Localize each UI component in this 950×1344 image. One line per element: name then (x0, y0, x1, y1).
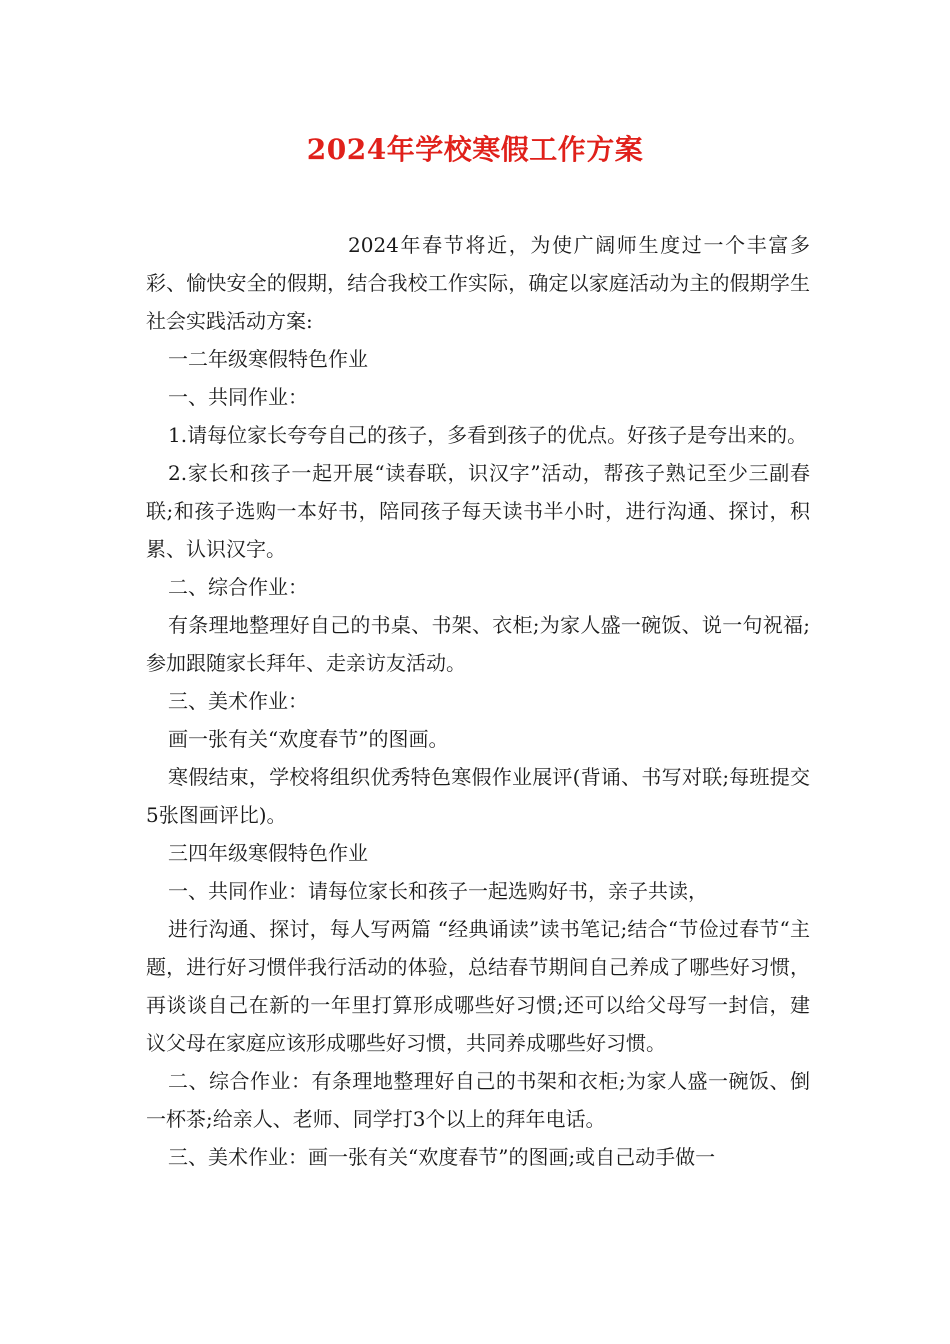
section-heading-grade-1-2: 一二年级寒假特色作业 (168, 347, 368, 371)
intro-paragraph: 2024年春节将近，为使广阔师生度过一个丰富多彩、愉快安全的假期，结合我校工作实际，确定以家庭活动为主的假期学生社会实践活动方案: (146, 233, 810, 333)
paragraph: 二、综合作业：有条理地整理好自己的书架和衣柜;为家人盛一碗饭、倒一杯茶;给亲人、老师、同学打3个以上的拜年电话。 (146, 1069, 810, 1131)
subheading-art-homework: 三、美术作业： (168, 689, 308, 713)
subheading-common-homework: 一、共同作业： (168, 385, 308, 409)
paragraph: 寒假结束，学校将组织优秀特色寒假作业展评(背诵、书写对联;每班提交5张图画评比)。 (146, 765, 810, 827)
section-heading-grade-3-4: 三四年级寒假特色作业 (168, 841, 368, 865)
paragraph: 一、共同作业：请每位家长和孩子一起选购好书，亲子共读， (168, 879, 708, 903)
list-item: 1.请每位家长夸夸自己的孩子，多看到孩子的优点。好孩子是夸出来的。 (168, 423, 808, 447)
document-body (146, 226, 810, 1176)
paragraph: 进行沟通、探讨，每人写两篇 “经典诵读”读书笔记;结合“节俭过春节“主题，进行好习惯伴我行活动的体验，总结春节期间自己养成了哪些好习惯，再谈谈自己在新的一年里打算形成哪些好习惯;还可以给父母写一封信，建议父母在家庭应该形成哪些好习惯，共同养成哪些好习惯。 (146, 917, 810, 1055)
paragraph: 三、美术作业：画一张有关“欢度春节”的图画;或自己动手做一 (168, 1145, 716, 1169)
document-title: 2024年学校寒假工作方案 (306, 133, 644, 166)
paragraph: 画一张有关“欢度春节”的图画。 (168, 727, 449, 751)
subheading-comprehensive-homework: 二、综合作业： (168, 575, 308, 599)
list-item: 2.家长和孩子一起开展“读春联，识汉字”活动，帮孩子熟记至少三副春联;和孩子选购一本好书，陪同孩子每天读书半小时，进行沟通、探讨，积累、认识汉字。 (146, 461, 810, 561)
paragraph: 有条理地整理好自己的书桌、书架、衣柜;为家人盛一碗饭、说一句祝福;参加跟随家长拜年、走亲访友活动。 (146, 613, 810, 675)
